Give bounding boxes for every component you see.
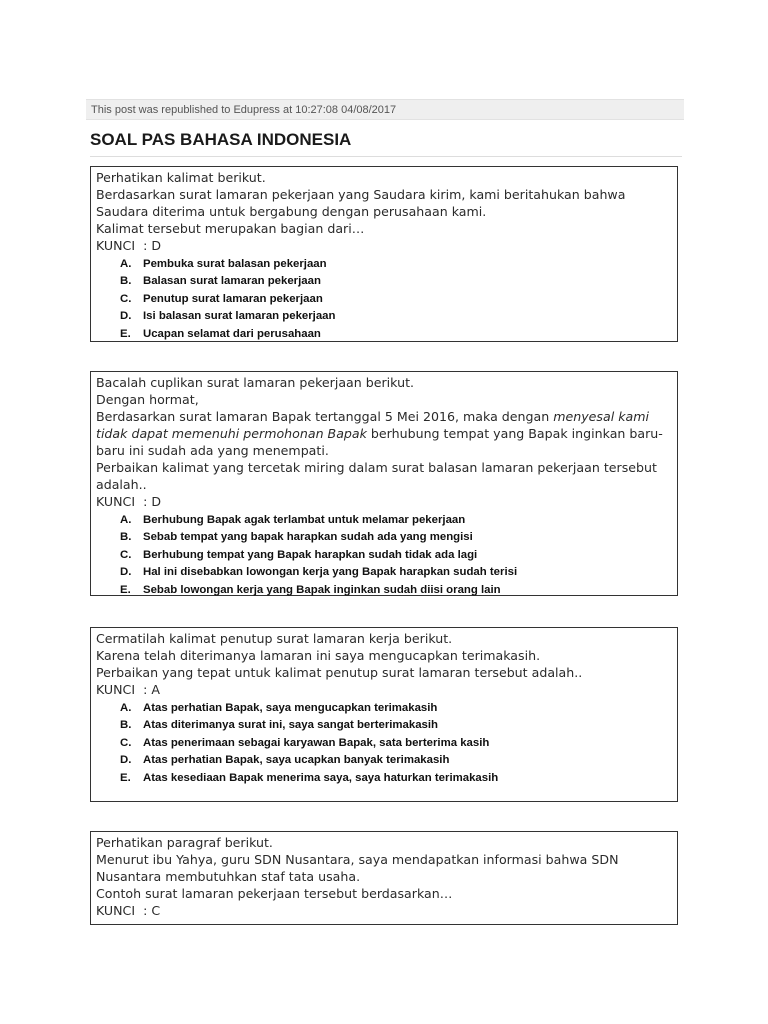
option-e <box>96 770 672 787</box>
excerpt-end: berhubung tempat yang Bapak inginkan baru-baru ini sudah ada yang menempati. <box>96 426 663 458</box>
option-d <box>96 564 672 581</box>
option-b <box>96 529 672 546</box>
option-letter: B. <box>120 719 132 732</box>
option-text: Atas perhatian Bapak, saya mengucapkan terimakasih <box>143 702 438 714</box>
option-letter: D. <box>120 754 132 767</box>
option-letter: A. <box>120 702 132 714</box>
option-c <box>96 547 672 564</box>
option-letter: E. <box>120 583 131 596</box>
option-a <box>96 256 672 273</box>
option-a <box>96 512 672 529</box>
option-letter: C. <box>120 548 132 561</box>
option-letter: E. <box>120 327 131 340</box>
option-c <box>96 735 672 752</box>
question-text: Cermatilah kalimat penutup surat lamaran kerja berikut. <box>96 631 453 646</box>
option-text: Hal ini disebabkan lowongan kerja yang Bapak harapkan sudah terisi <box>143 566 518 579</box>
option-text: Sebab tempat yang bapak harapkan sudah ada yang mengisi <box>143 531 473 544</box>
question-text: Menurut ibu Yahya, guru SDN Nusantara, saya mendapatkan informasi bahwa SDN Nusantara membutuhkan staf tata usaha. <box>96 852 623 884</box>
answer-key: KUNCI : A <box>96 682 160 697</box>
question-text: Dengan hormat, <box>96 392 199 407</box>
option-letter: A. <box>120 514 132 526</box>
question-box-1 <box>90 166 678 342</box>
question-text: Perhatikan kalimat berikut. <box>96 170 266 185</box>
option-text: Atas kesediaan Bapak menerima saya, saya haturkan terimakasih <box>143 771 499 784</box>
option-b <box>96 273 672 290</box>
option-letter: A. <box>120 258 132 270</box>
excerpt-start: Berdasarkan surat lamaran Bapak tertanggal 5 Mei 2016, maka dengan <box>96 409 554 424</box>
question-prompt: Kalimat tersebut merupakan bagian dari… <box>96 221 365 236</box>
option-list <box>96 256 672 343</box>
option-c <box>96 291 672 308</box>
option-text: Ucapan selamat dari perusahaan <box>143 327 321 340</box>
question-prompt: Perbaikan yang tepat untuk kalimat penutup surat lamaran tersebut adalah.. <box>96 665 583 680</box>
option-text: Berhubung Bapak agak terlambat untuk melamar pekerjaan <box>143 514 466 526</box>
question-text: Berdasarkan surat lamaran pekerjaan yang Saudara kirim, kami beritahukan bahwa Saudara diterima untuk bergabung dengan perusahaan kami. <box>96 187 630 219</box>
question-box-2 <box>90 371 678 596</box>
letter-excerpt <box>96 408 672 459</box>
answer-key: KUNCI : D <box>96 494 162 509</box>
option-d <box>96 752 672 769</box>
question-text: Karena telah diterimanya lamaran ini saya mengucapkan terimakasih. <box>96 648 541 663</box>
option-letter: B. <box>120 275 132 288</box>
option-text: Berhubung tempat yang Bapak harapkan sudah tidak ada lagi <box>143 548 478 561</box>
option-letter: C. <box>120 736 132 749</box>
question-prompt: Perbaikan kalimat yang tercetak miring dalam surat balasan lamaran pekerjaan tersebut adalah.. <box>96 460 661 492</box>
answer-key: KUNCI : D <box>96 238 162 253</box>
option-letter: D. <box>120 566 132 579</box>
answer-key: KUNCI : C <box>96 903 161 918</box>
option-text: Balasan surat lamaran pekerjaan <box>143 275 321 288</box>
option-list <box>96 700 672 787</box>
option-text: Pembuka surat balasan pekerjaan <box>143 258 327 270</box>
option-text: Sebab lowongan kerja yang Bapak inginkan sudah diisi orang lain <box>143 583 501 596</box>
option-b <box>96 717 672 734</box>
option-e <box>96 326 672 343</box>
option-letter: E. <box>120 771 131 784</box>
option-e <box>96 582 672 599</box>
page-title: SOAL PAS BAHASA INDONESIA <box>90 127 682 157</box>
option-text: Atas diterimanya surat ini, saya sangat berterimakasih <box>143 719 439 732</box>
option-text: Penutup surat lamaran pekerjaan <box>143 292 323 305</box>
question-box-3 <box>90 627 678 802</box>
option-letter: C. <box>120 292 132 305</box>
republish-banner: This post was republished to Edupress at 10:27:08 04/08/2017 <box>86 99 684 120</box>
option-text: Isi balasan surat lamaran pekerjaan <box>143 310 336 323</box>
question-prompt: Contoh surat lamaran pekerjaan tersebut berdasarkan… <box>96 886 453 901</box>
option-list <box>96 512 672 599</box>
option-letter: D. <box>120 310 132 323</box>
option-a <box>96 700 672 717</box>
question-text: Bacalah cuplikan surat lamaran pekerjaan berikut. <box>96 375 415 390</box>
option-letter: B. <box>120 531 132 544</box>
question-text: Perhatikan paragraf berikut. <box>96 835 273 850</box>
question-box-4 <box>90 831 678 925</box>
option-d <box>96 308 672 325</box>
option-text: Atas perhatian Bapak, saya ucapkan banyak terimakasih <box>143 754 450 767</box>
excerpt-italic: menyesal kami tidak dapat memenuhi permohonan Bapak <box>96 409 653 441</box>
option-text: Atas penerimaan sebagai karyawan Bapak, sata berterima kasih <box>143 736 490 749</box>
